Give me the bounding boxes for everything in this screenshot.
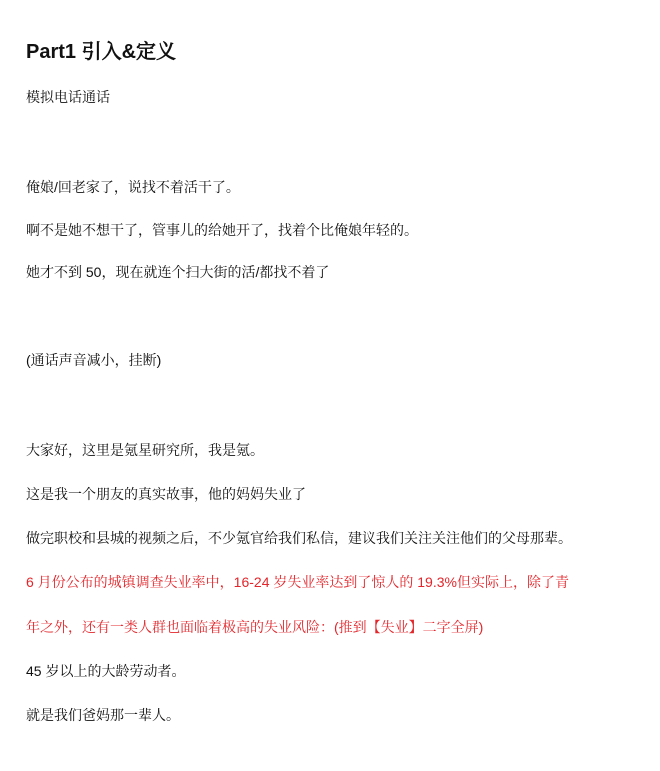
paragraph: 大家好，这里是氪星研究所，我是氪。 <box>26 442 264 458</box>
paragraph: 模拟电话通话 <box>26 89 110 105</box>
highlighted-paragraph: 6 月份公布的城镇调查失业率中，16-24 岁失业率达到了惊人的 19.3%但实际上，除了青 <box>26 574 569 590</box>
section-heading: Part1 引入&定义 <box>26 41 177 63</box>
paragraph: 啊不是她不想干了，管事儿的给她开了，找着个比俺娘年轻的。 <box>26 222 418 238</box>
highlighted-paragraph: 年之外，还有一类人群也面临着极高的失业风险：(推到【失业】二字全屏) <box>26 619 484 635</box>
paragraph: 就是我们爸妈那一辈人。 <box>26 707 180 723</box>
paragraph: 做完职校和县城的视频之后，不少氪官给我们私信，建议我们关注关注他们的父母那辈。 <box>26 530 572 546</box>
paragraph: 她才不到 50，现在就连个扫大街的活/都找不着了 <box>26 264 330 280</box>
paragraph: 45 岁以上的大龄劳动者。 <box>26 663 186 679</box>
paragraph: (通话声音减小，挂断) <box>26 352 162 368</box>
paragraph: 这是我一个朋友的真实故事，他的妈妈失业了 <box>26 486 306 502</box>
paragraph: 俺娘/回老家了，说找不着活干了。 <box>26 179 240 195</box>
